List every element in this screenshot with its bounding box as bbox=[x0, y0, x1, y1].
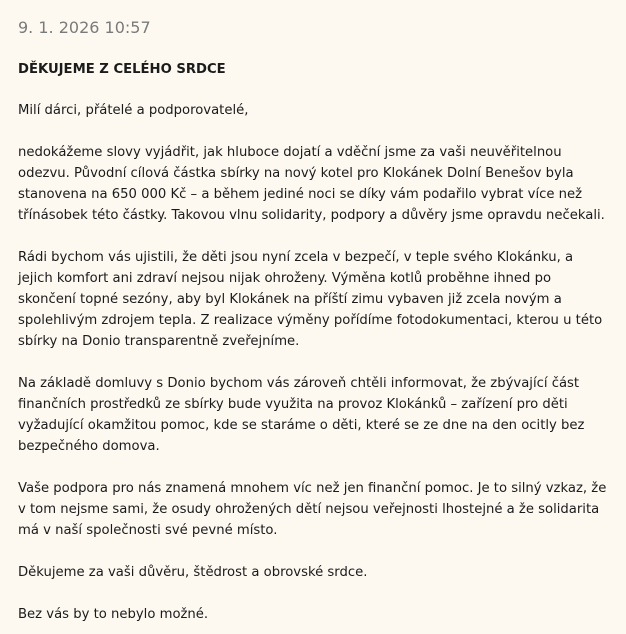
post-paragraph-4: Vaše podpora pro nás znamená mnohem víc než jen finanční pomoc. Je to silný vzkaz, že v tom nejsme sami, že osudy ohrožených dětí nejsou veřejnosti lhostejné a že solidarita má v naší společnosti své pevné místo. bbox=[18, 481, 607, 538]
post-greeting: Milí dárci, přátelé a podporovatelé, bbox=[18, 103, 249, 118]
post-paragraph-1: nedokážeme slovy vyjádřit, jak hluboce dojatí a vděční jsme za vaši neuvěřitelnou odezvu. Původní cílová částka sbírky na nový kotel pro Klokánek Dolní Benešov byla stanovena na 650 000 Kč – a během jediné noci se díky vám podařilo vybrat více než třínásobek této částky. Takovou vlnu solidarity, podpory a důvěry jsme opravdu nečekali. bbox=[18, 145, 605, 223]
post-paragraph-2: Rádi bychom vás ujistili, že děti jsou nyní zcela v bezpečí, v teple svého Klokánku, a jejich komfort ani zdraví nejsou nijak ohroženy. Výměna kotlů proběhne ihned po skončení topné sezóny, aby byl Klokánek na příští zimu vybaven již zcela novým a spolehlivým zdrojem tepla. Z realizace výměny pořídíme fotodokumentaci, kterou u této sbírky na Donio transparentně zveřejníme. bbox=[18, 250, 603, 349]
post-paragraph-3: Na základě domluvy s Donio bychom vás zároveň chtěli informovat, že zbývající část finančních prostředků ze sbírky bude využita na provoz Klokánků – zařízení pro děti vyžadující okamžitou pomoc, kde se staráme o děti, které se ze dne na den ocitly bez bezpečného domova. bbox=[18, 376, 585, 454]
post-title: DĚKUJEME Z CELÉHO SRDCE bbox=[18, 62, 226, 77]
post-paragraph-5: Děkujeme za vaši důvěru, štědrost a obrovské srdce. bbox=[18, 565, 368, 580]
post-timestamp: 9. 1. 2026 10:57 bbox=[18, 18, 151, 37]
post-paragraph-6: Bez vás by to nebylo možné. bbox=[18, 607, 209, 622]
